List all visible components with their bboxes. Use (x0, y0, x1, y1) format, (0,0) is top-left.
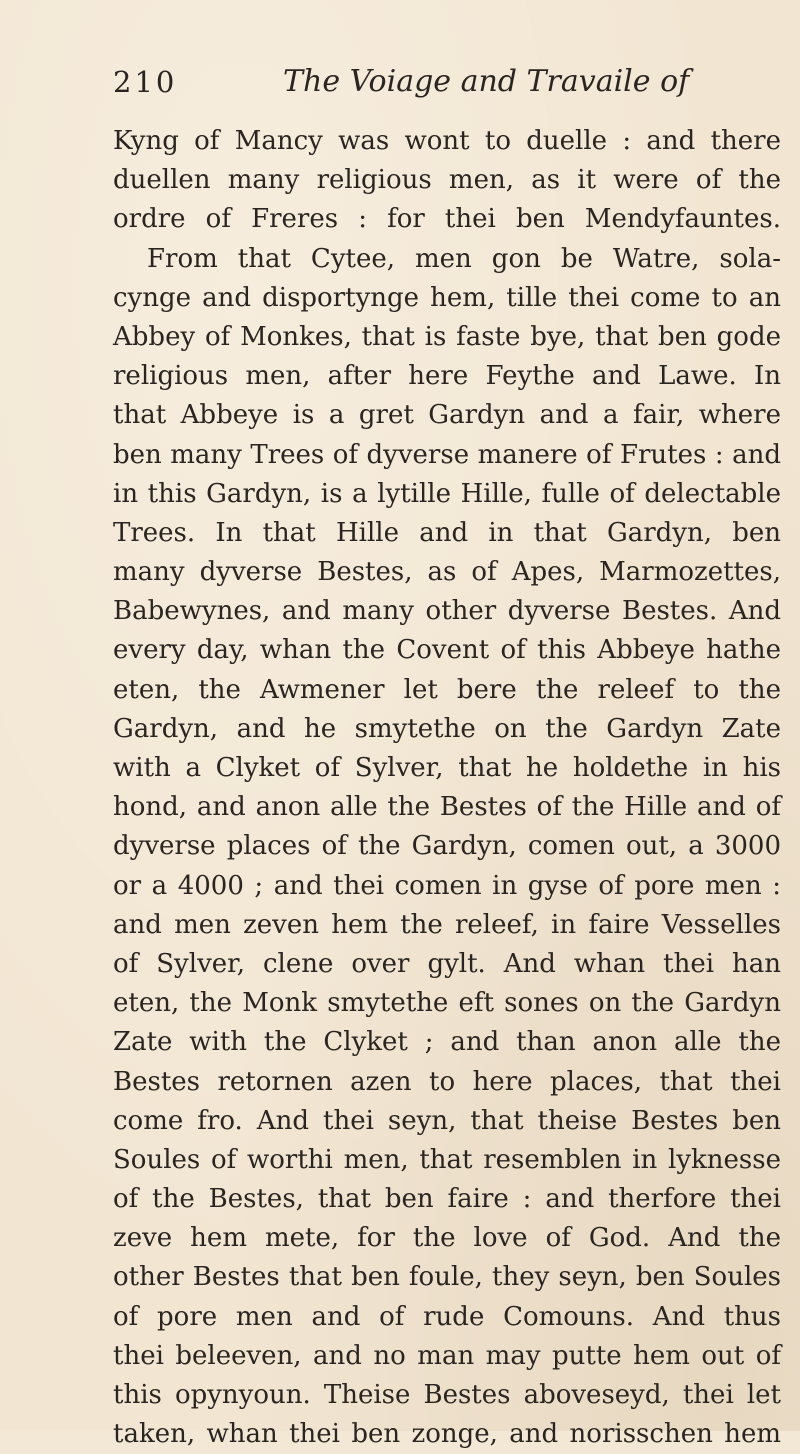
text-line: of the Bestes, that ben faire : and therfore thei (113, 1184, 781, 1215)
text-line: other Bestes that ben foule, they seyn, ben Soules (113, 1262, 781, 1293)
text-line: come fro. And thei seyn, that theise Bestes ben (113, 1105, 781, 1136)
text-line: Abbey of Monkes, that is faste bye, that ben gode (113, 321, 781, 352)
text-line: Trees. In that Hille and in that Gardyn, ben (113, 517, 781, 548)
text-line: Kyng of Mancy was wont to duelle : and there (113, 126, 781, 156)
text-line: hond, and anon alle the Bestes of the Hille and of (113, 792, 781, 823)
text-line: with a Clyket of Sylver, that he holdethe in his (113, 753, 781, 783)
text-line: eten, the Monk smytethe eft sones on the Gardyn (113, 988, 781, 1019)
text-line: many dyverse Bestes, as of Apes, Marmozettes, (113, 557, 781, 588)
running-head (113, 62, 753, 102)
text-line: and men zeven hem the releef, in faire Vesselles (113, 909, 781, 940)
text-line: Zate with the Clyket ; and than anon alle the (113, 1027, 781, 1058)
text-line: Bestes retornen azen to here places, that thei (113, 1066, 781, 1097)
body-text (113, 122, 781, 1454)
text-line: ben many Trees of dyverse manere of Frutes : and (113, 439, 781, 470)
text-line: thei beleeven, and no man may putte hem out of (113, 1340, 781, 1371)
text-line: or a 4000 ; and thei comen in gyse of pore men : (113, 870, 781, 901)
text-line: of pore men and of rude Comouns. And thus (113, 1301, 781, 1332)
text-line: religious men, after here Feythe and Lawe. In (113, 361, 781, 392)
page-number: 210 (113, 65, 178, 99)
text-line: of Sylver, clene over gylt. And whan thei han (113, 948, 781, 979)
text-line: cynge and disportynge hem, tille thei come to an (113, 282, 781, 313)
text-line: every day, whan the Covent of this Abbeye hathe (113, 635, 781, 666)
text-line: Soules of worthi men, that resemblen in lyknesse (113, 1144, 781, 1175)
text-line: ordre of Freres : for thei ben Mendyfauntes. (113, 204, 781, 235)
text-line: Babewynes, and many other dyverse Bestes. And (113, 596, 781, 627)
text-line: zeve hem mete, for the love of God. And the (113, 1223, 781, 1254)
text-line: duellen many religious men, as it were of the (113, 165, 781, 196)
text-line: eten, the Awmener let bere the releef to the (113, 674, 781, 705)
text-line: in this Gardyn, is a lytille Hille, fulle of delectable (113, 478, 781, 509)
text-line: Gardyn, and he smytethe on the Gardyn Zate (113, 713, 781, 744)
text-line: taken, whan thei ben zonge, and norisschen hem (113, 1419, 781, 1450)
text-line: From that Cytee, men gon be Watre, sola- (147, 243, 781, 274)
text-line: this opynyoun. Theise Bestes aboveseyd, thei let (113, 1380, 781, 1410)
running-title: The Voiage and Travaile of (283, 64, 690, 99)
text-line: dyverse places of the Gardyn, comen out, a 3000 (113, 831, 781, 862)
text-line: that Abbeye is a gret Gardyn and a fair, where (113, 400, 781, 431)
